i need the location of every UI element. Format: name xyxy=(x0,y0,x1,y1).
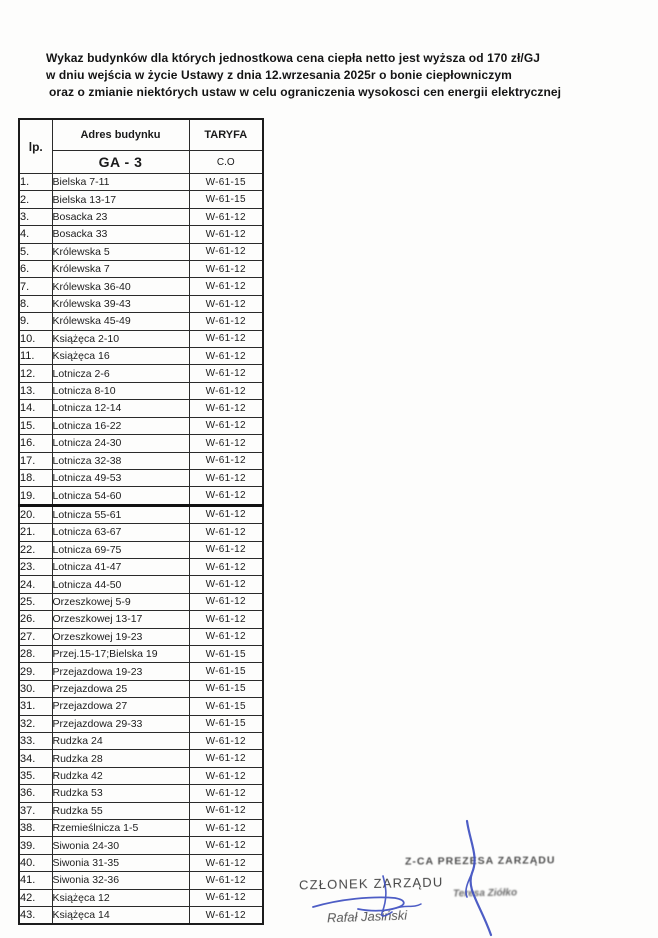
row-address: Siwonia 31-35 xyxy=(52,854,189,871)
table-row xyxy=(19,558,263,575)
table-row xyxy=(19,698,263,715)
row-address: Lotnicza 69-75 xyxy=(52,541,189,558)
left-pen-signature-tail xyxy=(396,904,421,908)
row-lp: 23. xyxy=(19,558,52,575)
column-header-lp: lp. xyxy=(19,119,52,174)
row-tariff: W-61-12 xyxy=(189,854,263,871)
row-tariff: W-61-12 xyxy=(189,261,263,278)
row-tariff: W-61-12 xyxy=(189,469,263,486)
table-row xyxy=(19,261,263,278)
row-address: Bielska 13-17 xyxy=(52,191,189,208)
table-row xyxy=(19,872,263,889)
table-row xyxy=(19,505,263,523)
left-signature-title: CZŁONEK ZARZĄDU xyxy=(298,874,444,893)
row-lp: 15. xyxy=(19,417,52,434)
row-tariff: W-61-15 xyxy=(189,680,263,697)
row-tariff: W-61-12 xyxy=(189,558,263,575)
row-lp: 27. xyxy=(19,628,52,645)
row-address: Przejazdowa 25 xyxy=(52,680,189,697)
table-body xyxy=(19,174,263,925)
row-lp: 39. xyxy=(19,837,52,854)
row-address: Królewska 39-43 xyxy=(52,295,189,312)
table-header xyxy=(19,119,263,174)
row-lp: 28. xyxy=(19,645,52,662)
row-tariff: W-61-12 xyxy=(189,243,263,260)
row-lp: 12. xyxy=(19,365,52,382)
row-address: Przejazdowa 27 xyxy=(52,698,189,715)
row-address: Rudzka 24 xyxy=(52,733,189,750)
row-tariff: W-61-12 xyxy=(189,785,263,802)
row-address: Królewska 36-40 xyxy=(52,278,189,295)
row-address: Orzeszkowej 13-17 xyxy=(52,611,189,628)
row-address: Orzeszkowej 19-23 xyxy=(52,628,189,645)
table-row xyxy=(19,541,263,558)
row-tariff: W-61-12 xyxy=(189,872,263,889)
row-tariff: W-61-12 xyxy=(189,452,263,469)
row-tariff: W-61-12 xyxy=(189,628,263,645)
column-header-address: Adres budynku xyxy=(52,119,189,151)
table-row xyxy=(19,382,263,399)
title-line-2: w dniu wejścia w życie Ustawy z dnia 12.wrzesania 2025r o bonie ciepłowniczym xyxy=(46,68,512,82)
row-lp: 22. xyxy=(19,541,52,558)
row-lp: 5. xyxy=(19,243,52,260)
table-row xyxy=(19,767,263,784)
row-address: Lotnicza 12-14 xyxy=(52,400,189,417)
right-signature-name: Teresa Ziółko xyxy=(452,887,518,900)
row-address: Rudzka 28 xyxy=(52,750,189,767)
row-tariff: W-61-12 xyxy=(189,208,263,225)
row-address: Lotnicza 63-67 xyxy=(52,524,189,541)
row-tariff: W-61-12 xyxy=(189,767,263,784)
row-address: Królewska 45-49 xyxy=(52,313,189,330)
row-tariff: W-61-12 xyxy=(189,295,263,312)
table-row xyxy=(19,663,263,680)
table-row xyxy=(19,295,263,312)
column-header-tariff: TARYFA xyxy=(189,119,263,151)
row-tariff: W-61-12 xyxy=(189,278,263,295)
right-pen-signature xyxy=(467,821,491,935)
row-lp: 33. xyxy=(19,733,52,750)
table-row xyxy=(19,400,263,417)
table-row xyxy=(19,417,263,434)
row-lp: 1. xyxy=(19,174,52,191)
row-address: Lotnicza 54-60 xyxy=(52,487,189,505)
table-row xyxy=(19,576,263,593)
table-row xyxy=(19,524,263,541)
row-tariff: W-61-12 xyxy=(189,505,263,523)
row-address: Siwonia 24-30 xyxy=(52,837,189,854)
row-address: Książęca 16 xyxy=(52,348,189,365)
row-tariff: W-61-12 xyxy=(189,330,263,347)
row-tariff: W-61-15 xyxy=(189,174,263,191)
row-address: Rudzka 53 xyxy=(52,785,189,802)
table-row xyxy=(19,837,263,854)
row-address: Królewska 5 xyxy=(52,243,189,260)
row-address: Bosacka 23 xyxy=(52,208,189,225)
table-row xyxy=(19,820,263,837)
table-row xyxy=(19,785,263,802)
row-tariff: W-61-12 xyxy=(189,907,263,925)
table-row xyxy=(19,907,263,925)
table-row xyxy=(19,715,263,732)
row-tariff: W-61-12 xyxy=(189,593,263,610)
table-row xyxy=(19,645,263,662)
row-tariff: W-61-12 xyxy=(189,524,263,541)
row-tariff: W-61-12 xyxy=(189,487,263,505)
table-row xyxy=(19,469,263,486)
row-address: Rudzka 55 xyxy=(52,802,189,819)
row-lp: 21. xyxy=(19,524,52,541)
row-lp: 24. xyxy=(19,576,52,593)
title-line-1: Wykaz budynków dla których jednostkowa cena ciepła netto jest wyższa od 170 zł/GJ xyxy=(46,51,541,65)
row-lp: 36. xyxy=(19,785,52,802)
row-lp: 11. xyxy=(19,348,52,365)
table-row xyxy=(19,191,263,208)
left-pen-signature xyxy=(313,897,404,910)
table-row xyxy=(19,348,263,365)
table-row xyxy=(19,611,263,628)
row-tariff: W-61-15 xyxy=(189,645,263,662)
row-tariff: W-61-15 xyxy=(189,698,263,715)
table-row xyxy=(19,889,263,906)
row-lp: 10. xyxy=(19,330,52,347)
row-lp: 25. xyxy=(19,593,52,610)
table-row xyxy=(19,208,263,225)
table-row xyxy=(19,802,263,819)
row-lp: 8. xyxy=(19,295,52,312)
row-tariff: W-61-12 xyxy=(189,226,263,243)
row-address: Bosacka 33 xyxy=(52,226,189,243)
row-lp: 9. xyxy=(19,313,52,330)
group-label: GA - 3 xyxy=(52,151,189,174)
row-tariff: W-61-12 xyxy=(189,417,263,434)
table-row xyxy=(19,628,263,645)
row-lp: 18. xyxy=(19,469,52,486)
row-tariff: W-61-15 xyxy=(189,715,263,732)
row-address: Królewska 7 xyxy=(52,261,189,278)
row-lp: 7. xyxy=(19,278,52,295)
row-tariff: W-61-12 xyxy=(189,400,263,417)
row-address: Rudzka 42 xyxy=(52,767,189,784)
row-lp: 29. xyxy=(19,663,52,680)
row-lp: 42. xyxy=(19,889,52,906)
row-address: Książęca 2-10 xyxy=(52,330,189,347)
row-lp: 34. xyxy=(19,750,52,767)
row-lp: 31. xyxy=(19,698,52,715)
table-row xyxy=(19,680,263,697)
row-lp: 43. xyxy=(19,907,52,925)
row-tariff: W-61-12 xyxy=(189,611,263,628)
buildings-table xyxy=(18,118,264,925)
row-address: Lotnicza 41-47 xyxy=(52,558,189,575)
row-lp: 17. xyxy=(19,452,52,469)
row-address: Przejazdowa 19-23 xyxy=(52,663,189,680)
row-tariff: W-61-15 xyxy=(189,663,263,680)
row-tariff: W-61-15 xyxy=(189,191,263,208)
row-lp: 40. xyxy=(19,854,52,871)
row-tariff: W-61-12 xyxy=(189,365,263,382)
row-address: Lotnicza 32-38 xyxy=(52,452,189,469)
tariff-sub-label: C.O xyxy=(189,151,263,174)
row-lp: 13. xyxy=(19,382,52,399)
document-title xyxy=(46,50,566,101)
table-row xyxy=(19,854,263,871)
row-address: Rzemieślnicza 1-5 xyxy=(52,820,189,837)
row-tariff: W-61-12 xyxy=(189,733,263,750)
row-address: Bielska 7-11 xyxy=(52,174,189,191)
row-address: Książęca 14 xyxy=(52,907,189,925)
right-pen-signature-stroke xyxy=(466,873,472,897)
row-lp: 37. xyxy=(19,802,52,819)
row-lp: 2. xyxy=(19,191,52,208)
table-row xyxy=(19,365,263,382)
row-lp: 35. xyxy=(19,767,52,784)
row-lp: 6. xyxy=(19,261,52,278)
row-lp: 30. xyxy=(19,680,52,697)
row-tariff: W-61-12 xyxy=(189,313,263,330)
row-tariff: W-61-12 xyxy=(189,750,263,767)
row-lp: 19. xyxy=(19,487,52,505)
row-address: Siwonia 32-36 xyxy=(52,872,189,889)
table-row xyxy=(19,243,263,260)
row-lp: 20. xyxy=(19,505,52,523)
table-row xyxy=(19,452,263,469)
row-address: Lotnicza 16-22 xyxy=(52,417,189,434)
row-tariff: W-61-12 xyxy=(189,802,263,819)
table-row xyxy=(19,174,263,191)
table-row xyxy=(19,487,263,505)
row-address: Przej.15-17;Bielska 19 xyxy=(52,645,189,662)
row-tariff: W-61-12 xyxy=(189,348,263,365)
row-address: Książęca 12 xyxy=(52,889,189,906)
row-address: Lotnicza 2-6 xyxy=(52,365,189,382)
row-address: Lotnicza 8-10 xyxy=(52,382,189,399)
table-row xyxy=(19,330,263,347)
row-lp: 14. xyxy=(19,400,52,417)
right-signature-title: Z-CA PREZESA ZARZĄDU xyxy=(404,854,556,868)
table-row xyxy=(19,278,263,295)
row-lp: 26. xyxy=(19,611,52,628)
row-lp: 32. xyxy=(19,715,52,732)
row-address: Lotnicza 24-30 xyxy=(52,435,189,452)
row-tariff: W-61-12 xyxy=(189,382,263,399)
table-row xyxy=(19,226,263,243)
table-row xyxy=(19,435,263,452)
table-row xyxy=(19,313,263,330)
left-signature-name: Rafał Jasiński xyxy=(326,907,408,926)
row-tariff: W-61-12 xyxy=(189,820,263,837)
row-address: Lotnicza 55-61 xyxy=(52,505,189,523)
table-row xyxy=(19,593,263,610)
row-lp: 16. xyxy=(19,435,52,452)
row-tariff: W-61-12 xyxy=(189,435,263,452)
row-lp: 3. xyxy=(19,208,52,225)
row-lp: 38. xyxy=(19,820,52,837)
title-line-3: oraz o zmianie niektórych ustaw w celu ograniczenia wysokosci cen energii elektrycznej xyxy=(49,85,562,99)
table-row xyxy=(19,733,263,750)
table-row xyxy=(19,750,263,767)
row-lp: 41. xyxy=(19,872,52,889)
row-address: Przejazdowa 29-33 xyxy=(52,715,189,732)
row-tariff: W-61-12 xyxy=(189,837,263,854)
left-pen-signature-stroke xyxy=(382,876,392,916)
row-tariff: W-61-12 xyxy=(189,541,263,558)
row-lp: 4. xyxy=(19,226,52,243)
row-tariff: W-61-12 xyxy=(189,889,263,906)
row-address: Orzeszkowej 5-9 xyxy=(52,593,189,610)
row-address: Lotnicza 44-50 xyxy=(52,576,189,593)
row-tariff: W-61-12 xyxy=(189,576,263,593)
row-address: Lotnicza 49-53 xyxy=(52,469,189,486)
